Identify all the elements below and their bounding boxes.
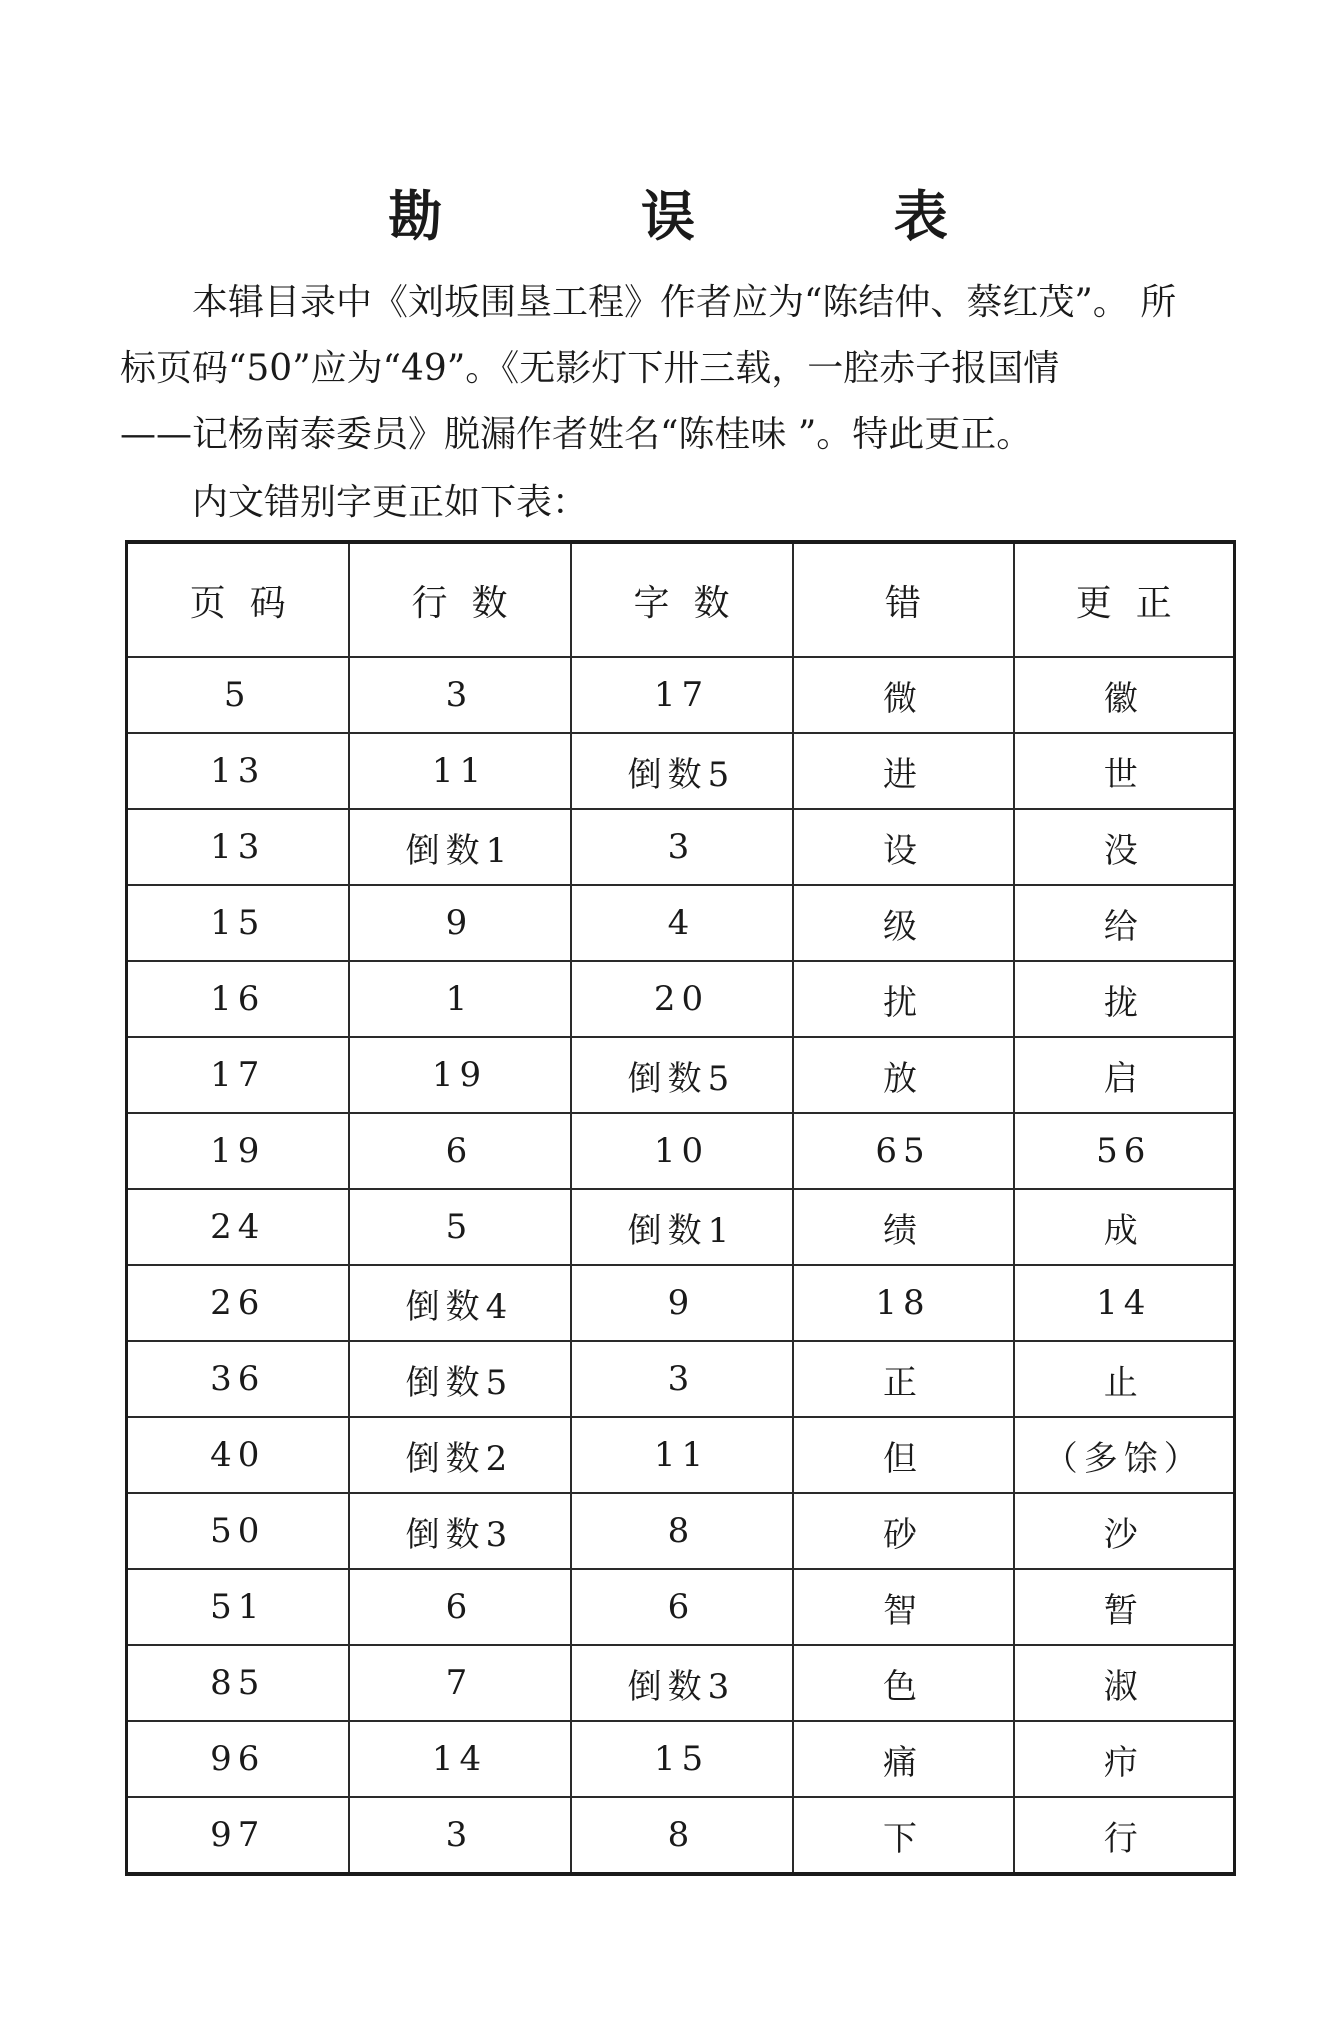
cell-page: 40 bbox=[127, 1417, 349, 1493]
cell-char: 15 bbox=[571, 1721, 793, 1797]
cell-wrong: 微 bbox=[793, 657, 1014, 733]
cell-page: 85 bbox=[127, 1645, 349, 1721]
cell-page: 5 bbox=[127, 657, 349, 733]
page-title: 勘 误 表 bbox=[388, 184, 1038, 249]
table-row bbox=[127, 1569, 1235, 1645]
cell-char: 11 bbox=[571, 1417, 793, 1493]
table-row bbox=[127, 1265, 1235, 1341]
cell-wrong: 正 bbox=[793, 1341, 1014, 1417]
cell-correct: 成 bbox=[1014, 1189, 1235, 1265]
cell-wrong: 65 bbox=[793, 1113, 1014, 1189]
cell-page: 17 bbox=[127, 1037, 349, 1113]
cell-page: 36 bbox=[127, 1341, 349, 1417]
cell-correct: 给 bbox=[1014, 885, 1235, 961]
cell-char: 倒数5 bbox=[571, 1037, 793, 1113]
cell-char: 6 bbox=[571, 1569, 793, 1645]
cell-char: 8 bbox=[571, 1493, 793, 1569]
cell-char: 8 bbox=[571, 1797, 793, 1874]
cell-page: 13 bbox=[127, 733, 349, 809]
cell-page: 51 bbox=[127, 1569, 349, 1645]
table-row bbox=[127, 733, 1235, 809]
cell-correct: 徽 bbox=[1014, 657, 1235, 733]
notice-line: ——记杨南泰委员》脱漏作者姓名“陈桂味 ”。特此更正。 bbox=[120, 414, 1033, 455]
cell-correct: 56 bbox=[1014, 1113, 1235, 1189]
cell-line: 14 bbox=[349, 1721, 571, 1797]
cell-page: 26 bbox=[127, 1265, 349, 1341]
header-line: 行数 bbox=[349, 542, 571, 657]
cell-page: 50 bbox=[127, 1493, 349, 1569]
cell-correct: 14 bbox=[1014, 1265, 1235, 1341]
cell-line: 倒数2 bbox=[349, 1417, 571, 1493]
table-row bbox=[127, 1721, 1235, 1797]
cell-wrong: 级 bbox=[793, 885, 1014, 961]
table-row bbox=[127, 1797, 1235, 1874]
cell-wrong: 放 bbox=[793, 1037, 1014, 1113]
cell-line: 5 bbox=[349, 1189, 571, 1265]
cell-char: 17 bbox=[571, 657, 793, 733]
cell-line: 7 bbox=[349, 1645, 571, 1721]
errata-notice bbox=[120, 270, 1230, 468]
cell-correct: 疖 bbox=[1014, 1721, 1235, 1797]
cell-line: 倒数1 bbox=[349, 809, 571, 885]
cell-wrong: 设 bbox=[793, 809, 1014, 885]
cell-line: 3 bbox=[349, 1797, 571, 1874]
cell-correct: 暂 bbox=[1014, 1569, 1235, 1645]
table-header-row bbox=[127, 542, 1235, 657]
cell-wrong: 痛 bbox=[793, 1721, 1014, 1797]
table-row bbox=[127, 961, 1235, 1037]
cell-wrong: 扰 bbox=[793, 961, 1014, 1037]
cell-line: 倒数3 bbox=[349, 1493, 571, 1569]
table-row bbox=[127, 885, 1235, 961]
cell-line: 9 bbox=[349, 885, 571, 961]
cell-wrong: 绩 bbox=[793, 1189, 1014, 1265]
table-row bbox=[127, 1417, 1235, 1493]
cell-correct: 没 bbox=[1014, 809, 1235, 885]
cell-wrong: 智 bbox=[793, 1569, 1014, 1645]
table-row bbox=[127, 1037, 1235, 1113]
cell-wrong: 但 bbox=[793, 1417, 1014, 1493]
cell-page: 97 bbox=[127, 1797, 349, 1874]
header-correct: 更正 bbox=[1014, 542, 1235, 657]
cell-correct: 世 bbox=[1014, 733, 1235, 809]
cell-correct: 止 bbox=[1014, 1341, 1235, 1417]
cell-wrong: 色 bbox=[793, 1645, 1014, 1721]
table-row bbox=[127, 657, 1235, 733]
cell-wrong: 18 bbox=[793, 1265, 1014, 1341]
cell-line: 倒数4 bbox=[349, 1265, 571, 1341]
cell-char: 3 bbox=[571, 1341, 793, 1417]
cell-correct: 淑 bbox=[1014, 1645, 1235, 1721]
cell-line: 3 bbox=[349, 657, 571, 733]
errata-table bbox=[125, 540, 1236, 1876]
cell-line: 6 bbox=[349, 1113, 571, 1189]
cell-page: 13 bbox=[127, 809, 349, 885]
cell-line: 19 bbox=[349, 1037, 571, 1113]
cell-page: 16 bbox=[127, 961, 349, 1037]
table-row bbox=[127, 1645, 1235, 1721]
table-row bbox=[127, 1341, 1235, 1417]
cell-char: 倒数1 bbox=[571, 1189, 793, 1265]
cell-page: 15 bbox=[127, 885, 349, 961]
cell-correct: 拢 bbox=[1014, 961, 1235, 1037]
cell-char: 3 bbox=[571, 809, 793, 885]
cell-correct: 启 bbox=[1014, 1037, 1235, 1113]
header-wrong: 错 bbox=[793, 542, 1014, 657]
header-char: 字数 bbox=[571, 542, 793, 657]
cell-page: 96 bbox=[127, 1721, 349, 1797]
cell-wrong: 砂 bbox=[793, 1493, 1014, 1569]
cell-correct: （多馀） bbox=[1014, 1417, 1235, 1493]
table-row bbox=[127, 1493, 1235, 1569]
cell-line: 6 bbox=[349, 1569, 571, 1645]
cell-correct: 沙 bbox=[1014, 1493, 1235, 1569]
table-intro: 内文错别字更正如下表： bbox=[192, 482, 589, 523]
cell-char: 倒数5 bbox=[571, 733, 793, 809]
header-page: 页码 bbox=[127, 542, 349, 657]
cell-correct: 行 bbox=[1014, 1797, 1235, 1874]
table-row bbox=[127, 1113, 1235, 1189]
table-row bbox=[127, 809, 1235, 885]
cell-line: 1 bbox=[349, 961, 571, 1037]
cell-page: 24 bbox=[127, 1189, 349, 1265]
cell-line: 倒数5 bbox=[349, 1341, 571, 1417]
cell-line: 11 bbox=[349, 733, 571, 809]
cell-char: 20 bbox=[571, 961, 793, 1037]
cell-char: 9 bbox=[571, 1265, 793, 1341]
cell-char: 4 bbox=[571, 885, 793, 961]
notice-line: 标页码“50”应为“49”。《无影灯下卅三载，一腔赤子报国情 bbox=[120, 348, 1060, 389]
table-row bbox=[127, 1189, 1235, 1265]
notice-line: 本辑目录中《刘坂围垦工程》作者应为“陈结仲、蔡红茂”。 所 bbox=[192, 282, 1177, 323]
cell-wrong: 下 bbox=[793, 1797, 1014, 1874]
cell-char: 10 bbox=[571, 1113, 793, 1189]
cell-char: 倒数3 bbox=[571, 1645, 793, 1721]
cell-wrong: 进 bbox=[793, 733, 1014, 809]
cell-page: 19 bbox=[127, 1113, 349, 1189]
